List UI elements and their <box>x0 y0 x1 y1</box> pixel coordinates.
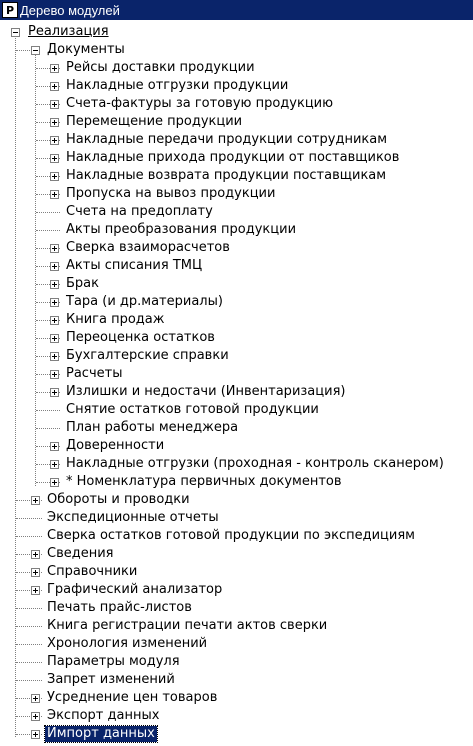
expand-toggle[interactable] <box>31 496 40 505</box>
tree-node-label: Тара (и др.материалы) <box>66 294 223 309</box>
tree-node-label: Счета-фактуры за готовую продукцию <box>66 96 334 111</box>
tree-node-label: Акты преобразования продукции <box>66 222 297 237</box>
expand-toggle[interactable] <box>50 64 59 73</box>
tree-node-label: Книга продаж <box>66 312 165 327</box>
tree-line <box>16 536 42 537</box>
expand-toggle[interactable] <box>50 442 59 451</box>
tree-node-section[interactable] <box>45 635 209 653</box>
tree-node-section[interactable] <box>45 707 161 725</box>
tree-node-documents[interactable] <box>45 41 127 59</box>
tree-line <box>16 662 42 663</box>
tree-node-document[interactable] <box>64 347 231 365</box>
tree-node-document[interactable] <box>64 221 298 239</box>
tree-node-label: Накладные прихода продукции от поставщиков <box>66 150 400 165</box>
tree-line <box>16 50 30 51</box>
module-tree[interactable] <box>0 23 473 746</box>
tree-node-label: Обороты и проводки <box>47 492 190 507</box>
tree-line <box>16 644 42 645</box>
tree-line <box>16 608 42 609</box>
tree-node-document[interactable] <box>64 77 290 95</box>
expand-toggle[interactable] <box>50 298 59 307</box>
expand-toggle[interactable] <box>50 82 59 91</box>
tree-node-label: Книга регистрации печати актов сверки <box>47 618 328 633</box>
tree-node-document[interactable] <box>64 59 257 77</box>
tree-node-section[interactable] <box>45 581 224 599</box>
tree-node-label: Рейсы доставки продукции <box>66 60 255 75</box>
tree-node-label: Снятие остатков готовой продукции <box>66 402 319 417</box>
tree-line <box>16 518 42 519</box>
tree-node-label: Параметры модуля <box>47 654 180 669</box>
expand-toggle[interactable] <box>31 568 40 577</box>
expand-toggle[interactable] <box>50 154 59 163</box>
expand-toggle[interactable] <box>50 244 59 253</box>
tree-node-section[interactable] <box>45 491 192 509</box>
tree-node-document[interactable] <box>64 473 344 491</box>
tree-node-label: Графический анализатор <box>47 582 223 597</box>
tree-node-section[interactable] <box>45 509 221 527</box>
tree-line <box>36 428 60 429</box>
tree-node-section[interactable] <box>45 527 417 545</box>
tree-node-section[interactable] <box>45 653 182 671</box>
tree-node-document[interactable] <box>64 401 321 419</box>
expand-toggle[interactable] <box>50 172 59 181</box>
tree-node-label: Накладные отгрузки (проходная - контроль сканером) <box>66 456 444 471</box>
tree-line <box>16 680 42 681</box>
tree-node-label: Брак <box>66 276 99 291</box>
tree-node-label: Импорт данных <box>47 726 155 741</box>
expand-toggle[interactable] <box>50 100 59 109</box>
expand-toggle[interactable] <box>31 730 40 739</box>
root-collapse-toggle[interactable] <box>11 28 20 37</box>
tree-node-document[interactable] <box>64 185 277 203</box>
tree-node-document[interactable] <box>64 149 401 167</box>
tree-node-section-selected[interactable] <box>45 725 157 743</box>
tree-line <box>36 410 60 411</box>
tree-node-label: Экспорт данных <box>47 708 160 723</box>
tree-node-label: Перемещение продукции <box>66 114 243 129</box>
tree-node-label: Накладные передачи продукции сотрудникам <box>66 132 388 147</box>
tree-node-document[interactable] <box>64 365 124 383</box>
tree-node-label: Акты списания ТМЦ <box>66 258 203 273</box>
tree-node-document[interactable] <box>64 239 232 257</box>
tree-node-section[interactable] <box>45 563 139 581</box>
tree-node-label: Справочники <box>47 564 138 579</box>
tree-node-label: Запрет изменений <box>47 672 175 687</box>
window-titlebar[interactable] <box>0 0 473 20</box>
expand-toggle[interactable] <box>50 190 59 199</box>
tree-node-section[interactable] <box>45 689 219 707</box>
tree-node-label: Экспедиционные отчеты <box>47 510 219 525</box>
tree-node-root[interactable] <box>26 23 111 41</box>
tree-node-label: * Номенклатура первичных документов <box>66 474 342 489</box>
tree-node-label: Излишки и недостачи (Инвентаризация) <box>66 384 346 399</box>
tree-line <box>36 212 60 213</box>
tree-node-document[interactable] <box>64 383 347 401</box>
expand-toggle[interactable] <box>50 388 59 397</box>
tree-node-document[interactable] <box>64 257 204 275</box>
expand-toggle[interactable] <box>50 280 59 289</box>
documents-collapse-toggle[interactable] <box>31 46 40 55</box>
tree-node-document[interactable] <box>64 293 225 311</box>
expand-toggle[interactable] <box>50 478 59 487</box>
tree-node-section[interactable] <box>45 545 116 563</box>
expand-toggle[interactable] <box>31 586 40 595</box>
tree-node-section[interactable] <box>45 599 194 617</box>
tree-node-label: Хронология изменений <box>47 636 208 651</box>
tree-node-label: Накладные отгрузки продукции <box>66 78 289 93</box>
tree-node-document[interactable] <box>64 275 101 293</box>
tree-node-label: Печать прайс-листов <box>47 600 192 615</box>
tree-node-document[interactable] <box>64 419 240 437</box>
tree-node-document[interactable] <box>64 131 389 149</box>
tree-node-section[interactable] <box>45 617 329 635</box>
expand-toggle[interactable] <box>50 352 59 361</box>
tree-line <box>16 626 42 627</box>
tree-node-document[interactable] <box>64 95 335 113</box>
tree-node-label: Пропуска на вывоз продукции <box>66 186 276 201</box>
tree-node-label: Документы <box>47 42 125 57</box>
window-title: Дерево модулей <box>20 2 120 18</box>
tree-node-label: Бухгалтерские справки <box>66 348 229 363</box>
expand-toggle[interactable] <box>50 460 59 469</box>
expand-toggle[interactable] <box>50 316 59 325</box>
tree-node-label: Доверенности <box>66 438 165 453</box>
tree-node-document[interactable] <box>64 455 446 473</box>
tree-node-document[interactable] <box>64 311 166 329</box>
expand-toggle[interactable] <box>50 370 59 379</box>
expand-toggle[interactable] <box>50 118 59 127</box>
tree-node-label: Сверка взаиморасчетов <box>66 240 230 255</box>
tree-node-label: Счета на предоплату <box>66 204 213 219</box>
expand-toggle[interactable] <box>50 262 59 271</box>
tree-node-label: План работы менеджера <box>66 420 239 435</box>
tree-line <box>36 230 60 231</box>
tree-node-section[interactable] <box>45 671 177 689</box>
tree-node-label: Сведения <box>47 546 114 561</box>
expand-toggle[interactable] <box>50 136 59 145</box>
tree-line <box>15 32 16 737</box>
tree-node-label: Переоценка остатков <box>66 330 215 345</box>
app-icon: P <box>2 2 18 18</box>
expand-toggle[interactable] <box>31 550 40 559</box>
tree-node-document[interactable] <box>64 203 215 221</box>
tree-node-label: Расчеты <box>66 366 123 381</box>
tree-node-label: Накладные возврата продукции поставщикам <box>66 168 387 183</box>
tree-line <box>35 50 36 486</box>
tree-node-label: Сверка остатков готовой продукции по экспедициям <box>47 528 415 543</box>
tree-node-document[interactable] <box>64 329 217 347</box>
tree-node-label: Усреднение цен товаров <box>47 690 218 705</box>
expand-toggle[interactable] <box>31 694 40 703</box>
expand-toggle[interactable] <box>31 712 40 721</box>
tree-node-label: Реализация <box>28 24 109 39</box>
tree-node-document[interactable] <box>64 437 166 455</box>
tree-node-document[interactable] <box>64 113 244 131</box>
tree-node-document[interactable] <box>64 167 388 185</box>
expand-toggle[interactable] <box>50 334 59 343</box>
